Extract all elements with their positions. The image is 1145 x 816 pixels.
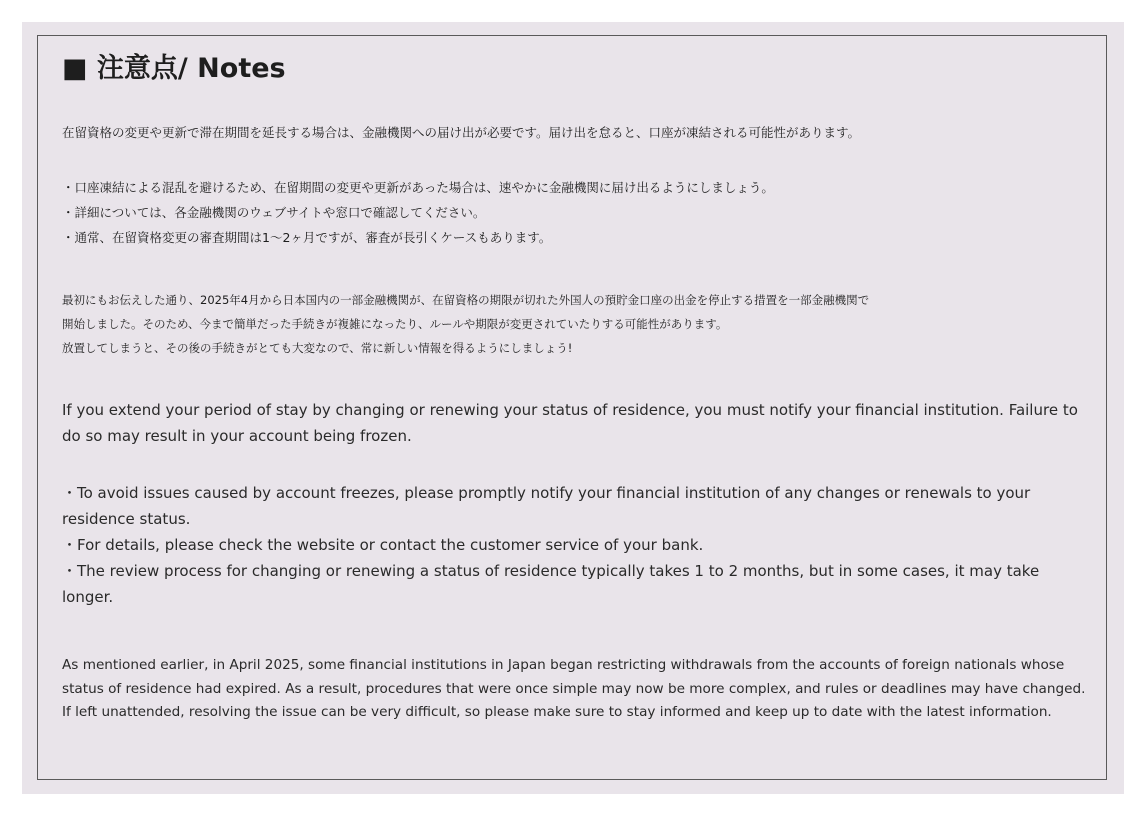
jp-bullet-list <box>62 175 774 250</box>
en-paragraph: As mentioned earlier, in April 2025, some financial institutions in Japan began restricting withdrawals from the accounts of foreign nationals whose status of residence had expired. As a result, procedures that were once simple may now be more complex, and rules or deadlines may have changed. If left unattended, resolving the issue can be very difficult, so please make sure to stay informed and keep up to date with the latest information. <box>62 657 1086 720</box>
en-bullet-item: ・To avoid issues caused by account freezes, please promptly notify your financial institution of any changes or renewals to your residence status. <box>62 484 1031 528</box>
jp-intro: 在留資格の変更や更新で滞在期間を延長する場合は、金融機関への届け出が必要です。届け出を怠ると、口座が凍結される可能性があります。 <box>62 125 861 140</box>
jp-paragraph <box>62 288 1092 360</box>
notes-title: ■ 注意点/ Notes <box>62 53 286 84</box>
en-bullet-list <box>62 480 1087 610</box>
jp-paragraph-line: 放置してしまうと、その後の手続きがとても大変なので、常に新しい情報を得るようにしましょう! <box>62 341 573 355</box>
en-bullet-item: ・For details, please check the website or contact the customer service of your bank. <box>62 536 704 554</box>
en-bullet-item: ・The review process for changing or renewing a status of residence typically takes 1 to 2 months, but in some cases, it may take longer. <box>62 562 1040 606</box>
jp-paragraph-line: 開始しました。そのため、今まで簡単だった手続きが複雑になったり、ルールや期限が変更されていたりする可能性があります。 <box>62 317 728 331</box>
jp-paragraph-line: 最初にもお伝えした通り、2025年4月から日本国内の一部金融機関が、在留資格の期限が切れた外国人の預貯金口座の出金を停止する措置を一部金融機関で <box>62 293 870 307</box>
jp-bullet-item: ・通常、在留資格変更の審査期間は1～2ヶ月ですが、審査が長引くケースもあります。 <box>62 230 552 245</box>
jp-bullet-item: ・口座凍結による混乱を避けるため、在留期間の変更や更新があった場合は、速やかに金融機関に届け出るようにしましょう。 <box>62 180 774 195</box>
jp-bullet-item: ・詳細については、各金融機関のウェブサイトや窓口で確認してください。 <box>62 205 486 220</box>
en-intro: If you extend your period of stay by changing or renewing your status of residence, you must notify your financial institution. Failure to do so may result in your account being frozen. <box>62 401 1078 445</box>
notes-panel <box>22 22 1124 794</box>
notes-box <box>37 35 1107 780</box>
